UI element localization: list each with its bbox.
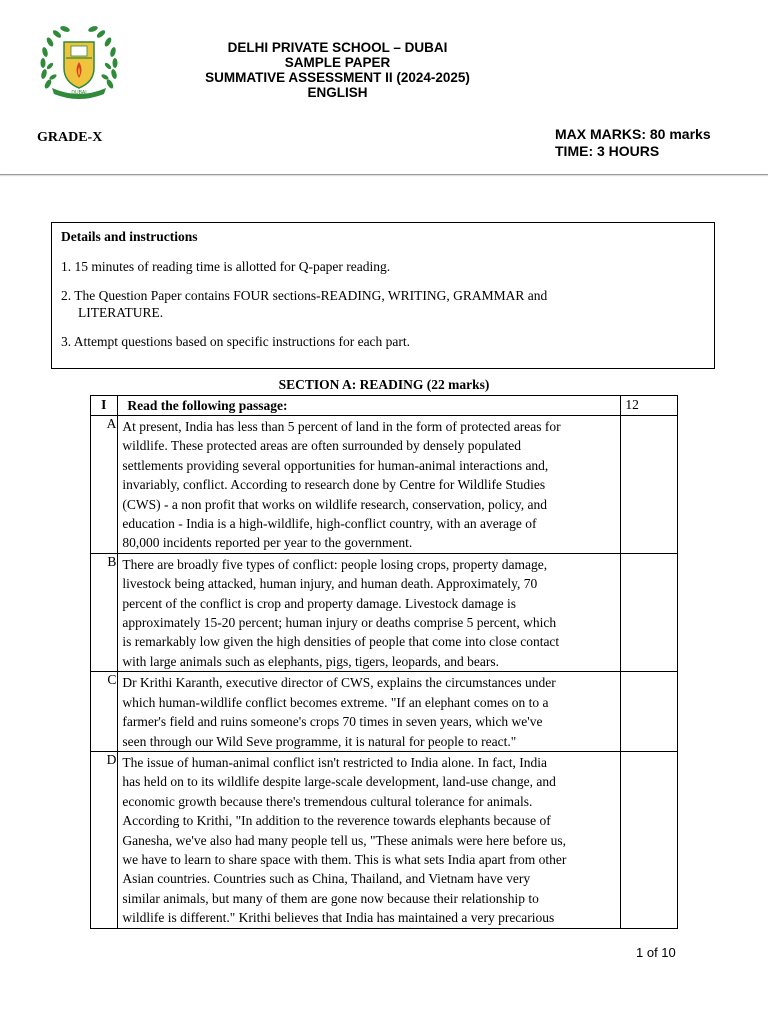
grade-label: GRADE-X [37, 130, 103, 145]
paper-type: SAMPLE PAPER [284, 55, 391, 70]
marks-cell [621, 553, 678, 671]
marks-cell [621, 416, 678, 554]
text-line: similar animals, but many of them are gone now because their relationship to [122, 890, 539, 906]
paragraph-label: A [91, 416, 118, 554]
paragraph-row [91, 553, 678, 671]
school-name: DELHI PRIVATE SCHOOL – DUBAI [227, 40, 448, 55]
text-line: we have to learn to share space with them. This is what sets India apart from other [122, 851, 567, 867]
text-line: livestock being attacked, human injury, and human death. Approximately, 70 [122, 576, 538, 592]
instructions-title: Details and instructions [61, 229, 198, 244]
text-line: invariably, conflict. According to research done by Centre for Wildlife Studies [122, 477, 546, 493]
text-line: Ganesha, we've also had many people tell us, "These animals were here before us, [122, 832, 566, 848]
question-marks: 12 [621, 396, 678, 416]
exam-header [160, 40, 515, 100]
instruction-item: 1. 15 minutes of reading time is allotted for Q-paper reading. [61, 259, 391, 274]
question-row [91, 396, 678, 416]
text-line: approximately 15-20 percent; human injury or deaths comprise 5 percent, which [122, 615, 557, 631]
text-line: wildlife. These protected areas are often surrounded by densely populated [122, 438, 522, 454]
logo-caption: DUBAI [71, 90, 87, 96]
text-line: According to Krithi, "In addition to the reverence towards elephants because of [122, 813, 551, 829]
marks-time [555, 126, 711, 160]
text-line: Dr Krithi Karanth, executive director of CWS, explains the circumstances under [122, 675, 556, 691]
paragraph-text [118, 553, 621, 671]
instruction-item: 3. Attempt questions based on specific instructions for each part. [61, 334, 411, 349]
instruction-text-continued: LITERATURE. [78, 305, 164, 320]
question-number: I [91, 396, 118, 416]
time-allowed: TIME: 3 HOURS [555, 143, 660, 159]
text-line: has held on to its wildlife despite large-scale development, land-use change, and [122, 774, 556, 790]
text-line: 80,000 incidents reported per year to the government. [122, 535, 413, 551]
text-line: There are broadly five types of conflict: people losing crops, property damage, [122, 556, 548, 572]
assessment-title: SUMMATIVE ASSESSMENT II (2024-2025) [205, 70, 470, 85]
paragraph-text [118, 672, 621, 752]
reading-table [90, 395, 678, 929]
paragraph-row [91, 416, 678, 554]
text-line: is remarkably low given the high densities of people that come into close contact [122, 634, 560, 650]
paragraph-label: C [91, 672, 118, 752]
paragraph-text [118, 416, 621, 554]
text-line: At present, India has less than 5 percent of land in the form of protected areas for [122, 419, 561, 434]
text-line: with large animals such as elephants, pigs, tigers, leopards, and bears. [122, 653, 499, 669]
text-line: economic growth because there's tremendous cultural tolerance for animals. [122, 793, 533, 809]
instruction-item [61, 287, 705, 321]
text-line: Asian countries. Countries such as China, Thailand, and Vietnam have very [122, 871, 531, 887]
text-line: farmer's field and ruins someone's crops 70 times in seven years, which we've [122, 714, 543, 730]
paragraph-label: D [91, 751, 118, 928]
paragraph-label: B [91, 553, 118, 671]
text-line: which human-wildlife conflict becomes extreme. "If an elephant comes on to a [122, 694, 549, 710]
paragraph-row [91, 672, 678, 752]
text-line: settlements providing several opportunities for human-animal interactions and, [122, 457, 549, 473]
header-divider [0, 174, 768, 175]
marks-cell [621, 751, 678, 928]
text-line: The issue of human-animal conflict isn't restricted to India alone. In fact, India [122, 754, 547, 770]
question-text: Read the following passage: [118, 396, 621, 416]
text-line: education - India is a high-wildlife, high-conflict country, with an average of [122, 516, 537, 532]
marks-cell [621, 672, 678, 752]
section-title: SECTION A: READING (22 marks) [278, 377, 490, 392]
paragraph-row [91, 751, 678, 928]
max-marks: MAX MARKS: 80 marks [555, 126, 711, 142]
text-line: seen through our Wild Seve programme, it is natural for people to react." [122, 733, 517, 749]
text-line: percent of the conflict is crop and property damage. Livestock damage is [122, 595, 517, 611]
instruction-text: 2. The Question Paper contains FOUR sections-READING, WRITING, GRAMMAR and [61, 288, 548, 303]
instructions-box [51, 222, 715, 369]
school-logo [38, 24, 120, 104]
text-line: (CWS) - a non profit that works on wildlife research, conservation, policy, and [122, 496, 548, 512]
subject-name: ENGLISH [307, 85, 368, 100]
page-number: 1 of 10 [636, 945, 676, 960]
text-line: wildlife is different." Krithi believes that India has maintained a very precarious [122, 910, 555, 926]
paragraph-text [118, 751, 621, 928]
